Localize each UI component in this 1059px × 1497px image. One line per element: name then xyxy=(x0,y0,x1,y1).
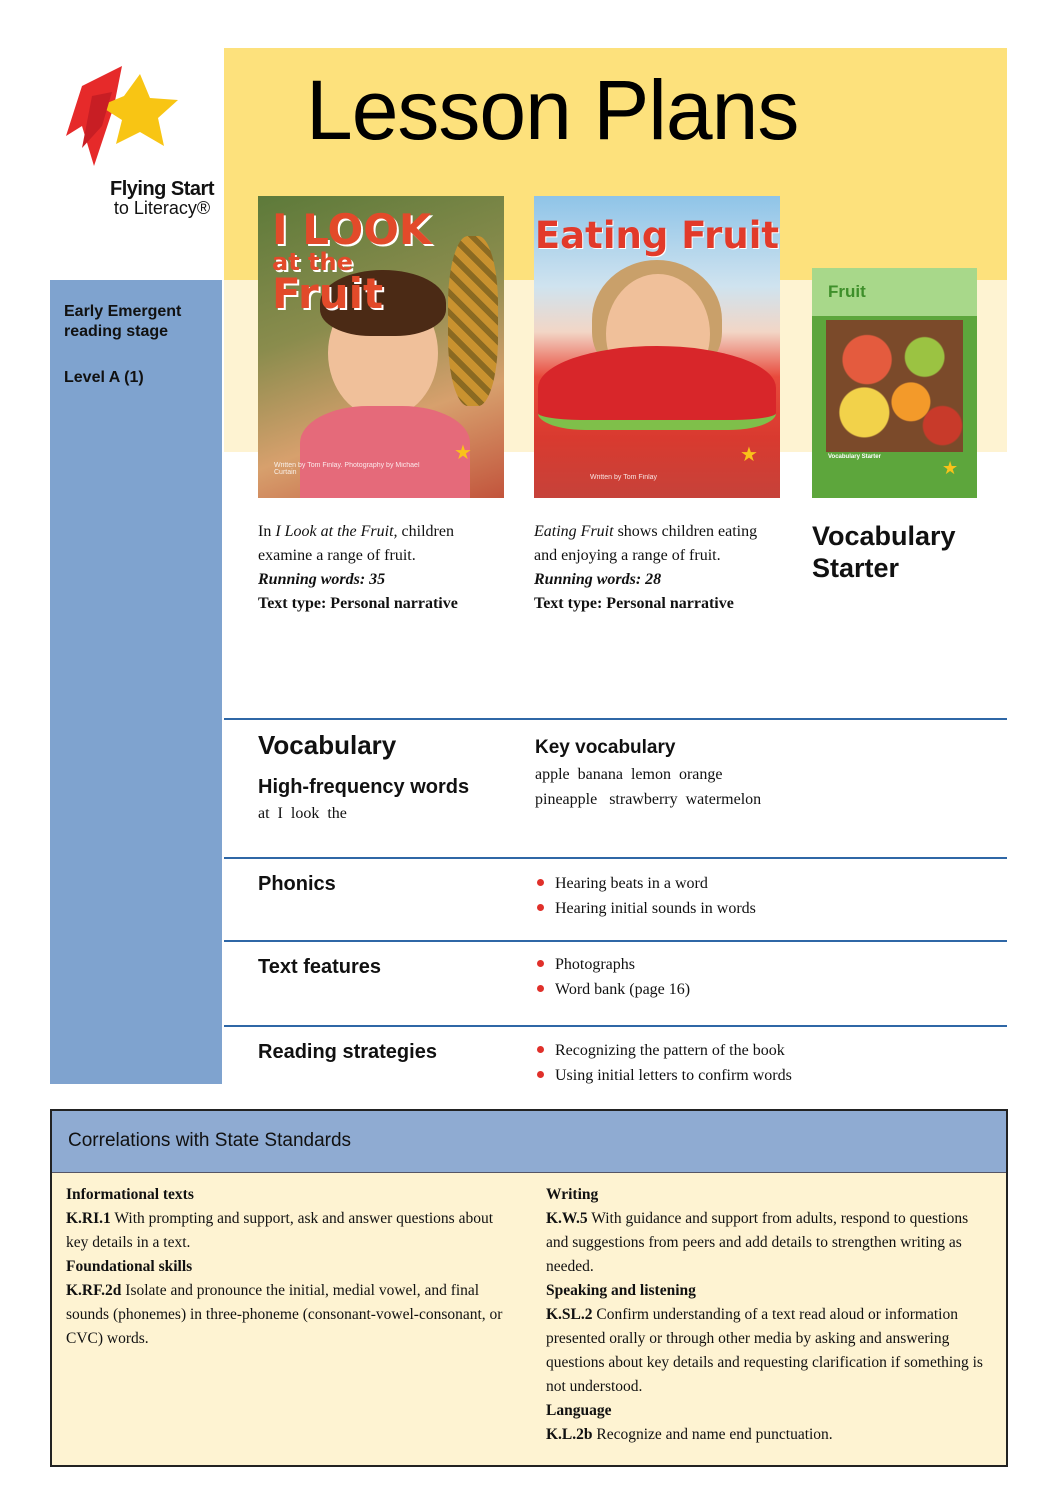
hf-words-heading: High-frequency words xyxy=(258,776,470,798)
text-features-heading: Text features xyxy=(258,956,382,978)
key-vocabulary-line: pineapple strawberry watermelon xyxy=(535,791,762,808)
divider xyxy=(224,857,1007,859)
reading-strategies-list xyxy=(535,1038,792,1088)
sidebar xyxy=(50,280,222,1084)
vocabulary-heading: Vocabulary xyxy=(258,730,397,760)
list-item: Using initial letters to confirm words xyxy=(535,1063,792,1088)
publisher-star-icon: ★ xyxy=(740,444,758,466)
vocabulary-starter-heading: Vocabulary Starter xyxy=(812,521,956,583)
divider xyxy=(224,1025,1007,1027)
book-blurb-2: Eating Fruit shows children eating and enjoying a range of fruit. Running words: 28 Text type: Personal narrative xyxy=(534,523,758,612)
logo-title: Flying Start xyxy=(109,178,214,200)
phonics-heading: Phonics xyxy=(258,873,336,895)
list-item: Word bank (page 16) xyxy=(535,977,690,1002)
correlations-box xyxy=(50,1109,1008,1467)
phonics-list xyxy=(535,871,756,921)
list-item: Photographs xyxy=(535,952,690,977)
divider xyxy=(224,718,1007,720)
correlations-left-column: Informational texts K.RI.1 With prompting and support, ask and answer questions about key details in a text. Foundational skills K.RF.2d Isolate and pronounce the initial, medial vowel, and final sounds (phonemes) in three-phoneme (consonant-vowel-consonant, or CVC) words. xyxy=(66,1186,503,1347)
page-title: Lesson Plans xyxy=(306,63,799,157)
text-type: Text type: Personal narrative xyxy=(534,595,734,612)
running-words: Running words: 28 xyxy=(534,571,662,588)
flying-start-logo xyxy=(52,66,214,236)
list-item: Recognizing the pattern of the book xyxy=(535,1038,792,1063)
key-vocabulary-heading: Key vocabulary xyxy=(535,737,676,758)
logo-subtitle: to Literacy® xyxy=(113,198,211,218)
text-type: Text type: Personal narrative xyxy=(258,595,458,612)
book-cover-eating-fruit xyxy=(534,196,780,498)
running-words: Running words: 35 xyxy=(258,571,386,588)
cover-title: Eating Fruit xyxy=(534,214,780,257)
cover-credit: Written by Tom Finlay xyxy=(590,474,658,481)
divider xyxy=(224,940,1007,942)
cover-title: I LOOK at the Fruit xyxy=(272,205,432,318)
text-features-list xyxy=(535,952,690,1002)
correlations-heading: Correlations with State Standards xyxy=(68,1130,352,1151)
book-cover-vocabulary-starter xyxy=(812,268,977,498)
reading-strategies-heading: Reading strategies xyxy=(258,1041,437,1063)
level-label: Level A (1) xyxy=(64,369,144,386)
cover-credit: Written by Tom Finlay. Photography by Michael Curtain xyxy=(274,462,420,476)
book-cover-i-look-at-the-fruit xyxy=(258,196,504,498)
star-icon xyxy=(52,66,202,176)
reading-stage: Early Emergent reading stage xyxy=(64,303,182,340)
list-item: Hearing initial sounds in words xyxy=(535,896,756,921)
hf-words: at I look the xyxy=(258,805,347,822)
fruit-photo xyxy=(826,320,963,452)
cover-band: Fruit xyxy=(812,268,977,316)
book-blurb-1: In I Look at the Fruit, children examine a range of fruit. Running words: 35 Text type: Personal narrative xyxy=(258,523,458,612)
correlations-header xyxy=(52,1111,1006,1173)
key-vocabulary-line: apple banana lemon orange xyxy=(535,766,723,783)
list-item: Hearing beats in a word xyxy=(535,871,756,896)
publisher-star-icon: ★ xyxy=(942,458,959,478)
correlations-right-column: Writing K.W.5 With guidance and support from adults, respond to questions and suggestions from peers and add details to strengthen writing as needed. Speaking and listening K.SL.2 Confirm understanding of a text read aloud or information presented orally or through other media by asking and answering questions about key details and requesting clarification if something is not understood. Language K.L.2b Recognize and name end punctuation. xyxy=(546,1186,983,1443)
cover-label: Vocabulary Starter xyxy=(828,454,881,460)
publisher-star-icon: ★ xyxy=(454,442,472,464)
